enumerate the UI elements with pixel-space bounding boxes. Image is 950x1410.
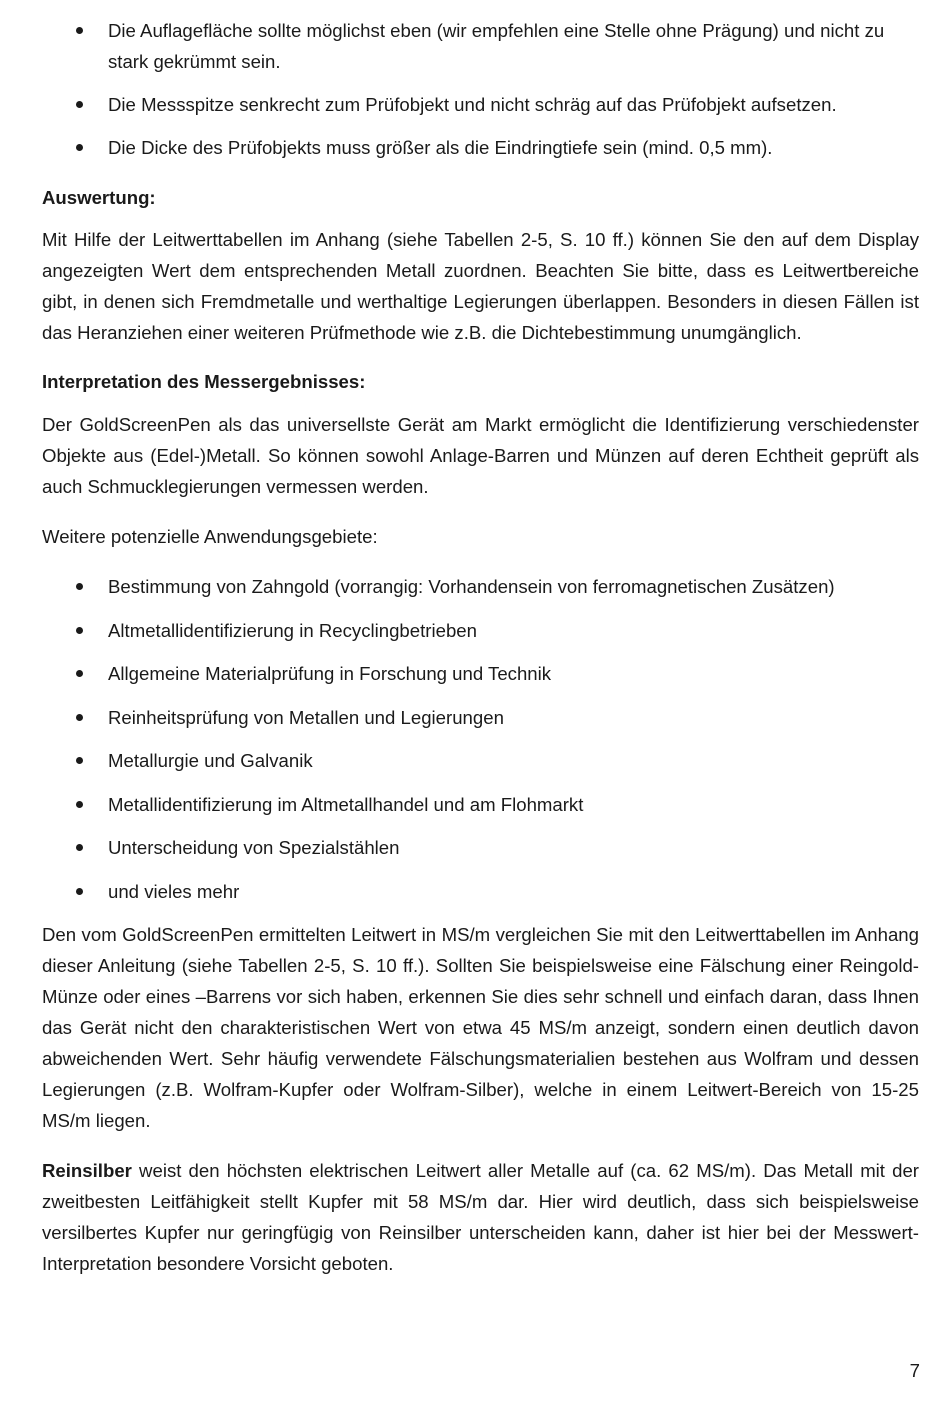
bullet-icon xyxy=(76,144,83,151)
bullet-icon xyxy=(76,670,83,677)
paragraph-reinsilber xyxy=(42,1155,919,1279)
list-item xyxy=(42,658,919,689)
list-item-text: Die Messspitze senkrecht zum Prüfobjekt und nicht schräg auf das Prüfobjekt aufsetzen. xyxy=(108,94,837,115)
paragraph-interpretation: Der GoldScreenPen als das universellste Gerät am Markt ermöglicht die Identifizierung verschiedenster Objekte aus (Edel-)Metall. So können sowohl Anlage-Barren und Münzen auf deren Echtheit geprüft als auch Schmucklegierungen vermessen werden. xyxy=(42,414,919,497)
list-item xyxy=(42,132,919,163)
list-item-text: Metallidentifizierung im Altmetallhandel und am Flohmarkt xyxy=(108,793,584,815)
bullet-icon xyxy=(76,101,83,108)
list-item-text: Altmetallidentifizierung in Recyclingbetrieben xyxy=(108,619,477,641)
list-item xyxy=(42,89,919,120)
paragraph-reinsilber-text: weist den höchsten elektrischen Leitwert aller Metalle auf (ca. 62 MS/m). Das Metall mit der zweitbesten Leitfähigkeit stellt Kupfer mit 58 MS/m dar. Hier wird deutlich, dass sich beispielsweise versilbertes Kupfer nur geringfügig von Reinsilber unterscheiden kann, daher ist hier bei der Messwert-Interpretation besondere Vorsicht geboten. xyxy=(42,1159,919,1274)
bullet-icon xyxy=(76,714,83,721)
list-item xyxy=(42,789,919,820)
list-item xyxy=(42,832,919,863)
bullet-icon xyxy=(76,801,83,808)
bullet-icon xyxy=(76,627,83,634)
paragraph-leitwert-comparison: Den vom GoldScreenPen ermittelten Leitwert in MS/m vergleichen Sie mit den Leitwerttabellen im Anhang dieser Anleitung (siehe Tabellen 2-5, S. 10 ff.). Sollten Sie beispielsweise eine Fälschung einer Reingold-Münze oder eines –Barrens vor sich haben, erkennen Sie dies sehr schnell und einfach daran, dass Ihnen das Gerät nicht den charakteristischen Wert von etwa 45 MS/m anzeigt, sondern einen deutlich davon abweichenden Wert. Sehr häufig verwendete Fälschungsmaterialien bestehen aus Wolfram und dessen Legierungen (z.B. Wolfram-Kupfer oder Wolfram-Silber), welche in einem Leitwert-Bereich von 15-25 MS/m liegen. xyxy=(42,923,919,1131)
list-item xyxy=(42,745,919,776)
paragraph-applications-intro: Weitere potenzielle Anwendungsgebiete: xyxy=(42,526,378,547)
list-item-text: Allgemeine Materialprüfung in Forschung und Technik xyxy=(108,663,552,684)
list-item xyxy=(42,15,919,77)
section-heading-auswertung: Auswertung: xyxy=(42,187,156,208)
bold-term-reinsilber: Reinsilber xyxy=(42,1159,132,1181)
bullet-icon xyxy=(76,888,83,895)
list-item-text: Reinheitsprüfung von Metallen und Legierungen xyxy=(108,706,504,728)
list-item-text: Die Auflagefläche sollte möglichst eben (wir empfehlen eine Stelle ohne Prägung) und nicht zu stark gekrümmt sein. xyxy=(108,20,885,72)
bullet-icon xyxy=(76,844,83,851)
bullet-icon xyxy=(76,583,83,590)
paragraph-auswertung: Mit Hilfe der Leitwerttabellen im Anhang (siehe Tabellen 2-5, S. 10 ff.) können Sie den auf dem Display angezeigten Wert dem entsprechenden Metall zuordnen. Beachten Sie bitte, dass es Leitwertbereiche gibt, in denen sich Fremdmetalle und werthaltige Legierungen überlappen. Besonders in diesen Fällen ist das Heranziehen einer weiteren Prüfmethode wie z.B. die Dichtebestimmung unumgänglich. xyxy=(42,229,919,343)
list-item-text: Bestimmung von Zahngold (vorrangig: Vorhandensein von ferromagnetischen Zusätzen) xyxy=(108,576,835,597)
section-heading-interpretation: Interpretation des Messergebnisses: xyxy=(42,371,366,392)
list-item-text: und vieles mehr xyxy=(108,880,240,902)
list-item xyxy=(42,571,919,602)
list-item xyxy=(42,615,919,646)
list-item-text: Die Dicke des Prüfobjekts muss größer als die Eindringtiefe sein (mind. 0,5 mm). xyxy=(108,137,773,158)
measurement-tips-list xyxy=(42,15,919,163)
bullet-icon xyxy=(76,27,83,34)
list-item-text: Unterscheidung von Spezialstählen xyxy=(108,837,400,858)
document-page xyxy=(42,0,919,1279)
list-item xyxy=(42,876,919,907)
applications-list xyxy=(42,571,919,907)
list-item-text: Metallurgie und Galvanik xyxy=(108,750,313,771)
bullet-icon xyxy=(76,757,83,764)
list-item xyxy=(42,702,919,733)
page-number: 7 xyxy=(909,1360,920,1381)
